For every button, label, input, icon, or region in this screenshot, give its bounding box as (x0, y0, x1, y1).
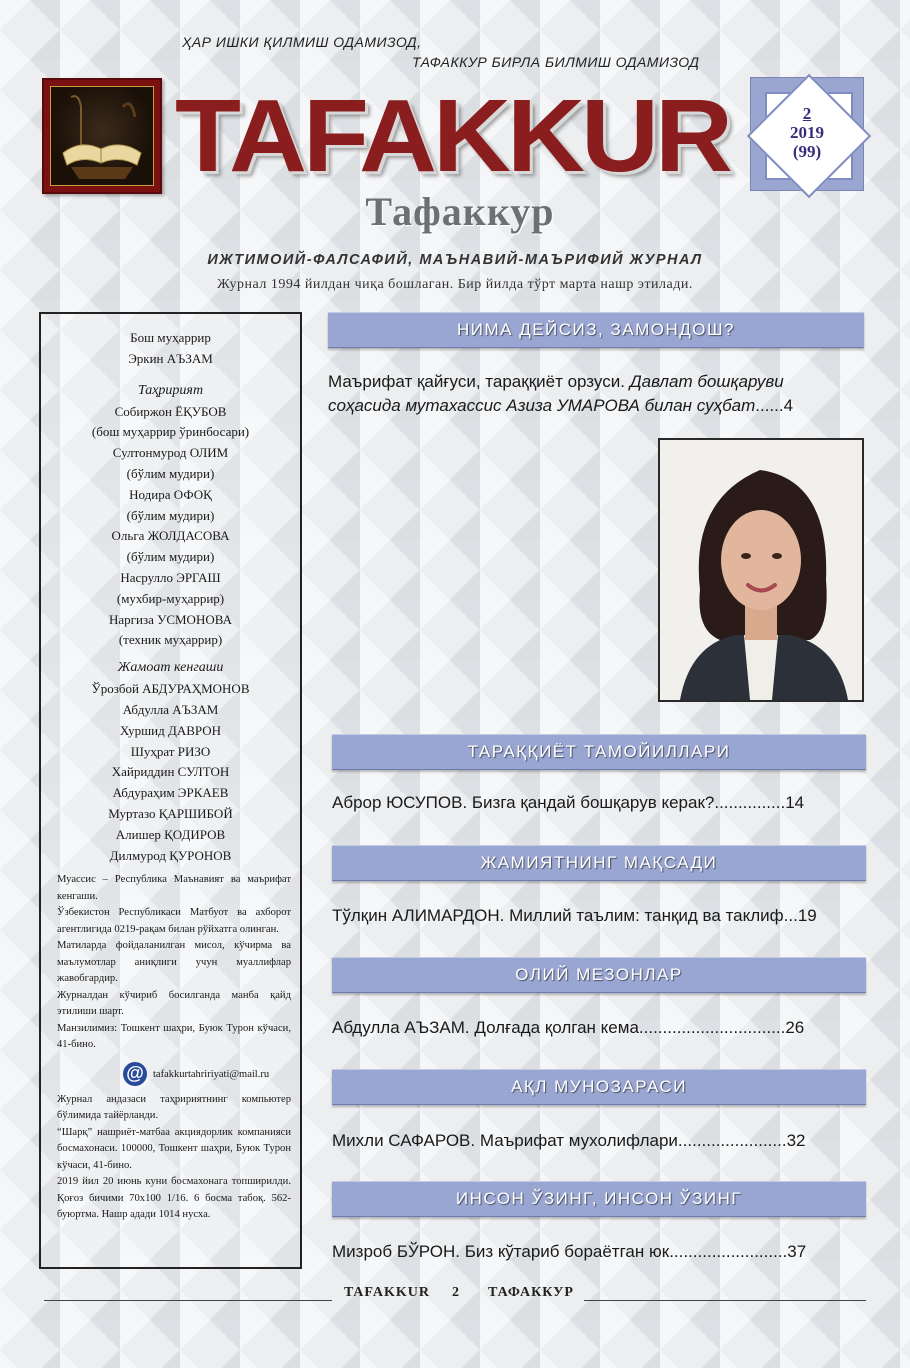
staff-role: (бўлим мудири) (126, 549, 215, 565)
email-line (41, 1060, 300, 1090)
footer-title-latin: TAFAKKUR (344, 1285, 431, 1300)
info-paragraph: Журнал андазаси таҳририятнинг компьютер бўлимида тайёрланди. (57, 1093, 291, 1122)
info-paragraph: 2019 йил 20 июнь куни босмахонага топширилди. Қоғоз бичими 70х100 1/16. 6 босма табоқ. 562-буюртма. Нашр адади 1014 нусха. (57, 1176, 291, 1221)
info-paragraph: “Шарқ” нашриёт-матбаа акциядорлик компанияси босмахонаси. 100000, Тошкент шаҳри, Буюк Турон кўчаси, 41-бино. (57, 1126, 291, 1171)
toc-entry-line (332, 904, 817, 928)
masthead-cyrillic: Тафаккур (365, 189, 555, 234)
toc-dots: ...... (755, 396, 784, 415)
toc-page: 4 (783, 396, 794, 415)
staff-role: (бош муҳаррир ўринбосари) (91, 424, 250, 440)
toc-entry-line (332, 791, 804, 815)
section-banner: НИМА ДЕЙСИЗ, ЗАМОНДОШ? (328, 312, 864, 348)
section-banner: АҚЛ МУНОЗАРАСИ (332, 1069, 866, 1105)
staff-role: (бўлим мудири) (126, 465, 215, 481)
staff-role: (мухбир-муҳаррир) (116, 590, 225, 606)
toc-page: 19 (797, 906, 817, 925)
staff-name: Собиржон ЁҚУБОВ (114, 403, 227, 419)
staff-role: (бўлим мудири) (126, 507, 215, 523)
issue-year: 2019 (790, 123, 824, 142)
issue-badge (750, 77, 864, 191)
issue-number: 2 (802, 104, 812, 123)
staff-role: (техник муҳаррир) (118, 632, 223, 648)
council-member: Дилмурод ҚУРОНОВ (109, 847, 232, 863)
motto-line-2: ТАФАККУР БИРЛА БИЛМИШ ОДАМИЗОД (412, 54, 700, 70)
portrait-photo (658, 438, 864, 702)
toc-entry-line (332, 1016, 804, 1040)
section-banner: ЖАМИЯТНИНГ МАҚСАДИ (332, 845, 866, 881)
info-paragraph: Ўзбекистон Республикаси Матбуот ва ахборот агентлигида 0219-рақам билан рўйхатга олинган. (57, 907, 291, 935)
motto-line-1: ҲАР ИШКИ ҚИЛМИШ ОДАМИЗОД, (182, 34, 422, 50)
council-member: Хайриддин СУЛТОН (111, 764, 230, 780)
toc-entry-line (332, 1129, 805, 1153)
toc-title: Тўлқин АЛИМАРДОН. Миллий таълим: танқид ва таклиф (332, 906, 784, 925)
staff-name: Ольга ЖОЛДАСОВА (111, 528, 230, 544)
staff-name: Султонмурод ОЛИМ (112, 445, 229, 461)
toc-italic: соҳасида мутахассис Азиза УМАРОВА билан суҳбат (328, 396, 756, 415)
council-member: Муртазо ҚАРШИБОЙ (108, 805, 233, 821)
council-member: Абдулла АЪЗАМ (122, 701, 219, 717)
toc-entry-line (332, 1240, 806, 1264)
council-member: Ўрозбой АБДУРАҲМОНОВ (91, 681, 250, 697)
toc-title: Михли САФАРОВ. Маърифат мухолифлари (332, 1131, 678, 1150)
footer-page-number: 2 (452, 1285, 460, 1300)
chief-editor-name: Эркин АЪЗАМ (128, 350, 213, 366)
info-paragraph: Манзилимиз: Тошкент шаҳри, Буюк Турон кўчаси, 41-бино. (57, 1022, 291, 1051)
footer-rule-left (44, 1300, 332, 1301)
council-member: Абдураҳим ЭРКАЕВ (112, 785, 229, 801)
toc-title: Абдулла АЪЗАМ. Долғада қолган кема (332, 1018, 639, 1037)
toc-italic: Давлат бошқаруви (629, 372, 784, 391)
person-portrait-icon (660, 440, 862, 700)
email-at-icon: @ (123, 1062, 147, 1086)
toc-entry-line (328, 370, 784, 394)
council-member: Хуршид ДАВРОН (119, 722, 222, 738)
toc-dots: ............... (714, 793, 786, 812)
section-banner: ТАРАҚҚИЁТ ТАМОЙИЛЛАРИ (332, 734, 866, 770)
journal-description: Журнал 1994 йилдан чиқа бошлаган. Бир йилда тўрт марта нашр этилади. (217, 277, 693, 292)
council-heading: Жамоат кенгаши (117, 660, 224, 676)
toc-page: 37 (787, 1242, 807, 1261)
staff-name: Насрулло ЭРГАШ (120, 569, 221, 585)
editorial-board-box (39, 312, 302, 1269)
staff-name: Нодира ОФОҚ (129, 486, 212, 502)
toc-page: 32 (786, 1131, 806, 1150)
section-banner: ИНСОН ЎЗИНГ, ИНСОН ЎЗИНГ (332, 1181, 866, 1217)
footer-title-cyrillic: ТАФАККУР (488, 1285, 574, 1300)
journal-subtitle: ИЖТИМОИЙ-ФАЛСАФИЙ, МАЪНАВИЙ-МАЪРИФИЙ ЖУРНАЛ (207, 252, 703, 268)
info-paragraph: Журналдан кўчириб босилганда манба қайд этилиши шарт. (57, 989, 291, 1018)
footer-rule-right (584, 1300, 866, 1301)
info-paragraph: Матиларда фойдаланилган мисол, кўчирма ва маълумотлар аниқлиги учун муаллифлар жавобгардир. (57, 940, 291, 985)
toc-dots: ... (783, 906, 798, 925)
chief-editor-title: Бош муҳаррир (130, 330, 211, 345)
toc-entry-line (328, 394, 793, 418)
toc-dots: ....................... (677, 1131, 787, 1150)
council-member: Шуҳрат РИЗО (130, 743, 211, 759)
email-link[interactable]: tafakkurtahririyati@mail.ru (153, 1068, 270, 1080)
toc-page: 14 (785, 793, 805, 812)
logo-image (42, 78, 162, 194)
issue-total: (99) (792, 142, 822, 161)
info-paragraph: Муассис – Республика Маънавият ва маърифат кенгаши. (57, 874, 291, 902)
masthead-title: TAFAKKUR (175, 78, 729, 193)
staff-name: Наргиза УСМОНОВА (109, 611, 232, 627)
open-book-icon (51, 87, 153, 185)
board-heading: Таҳририят (137, 382, 204, 398)
toc-dots: ............................... (638, 1018, 786, 1037)
toc-title: Аброр ЮСУПОВ. Бизга қандай бошқарув керак? (332, 793, 715, 812)
toc-dots: ......................... (669, 1242, 788, 1261)
toc-title: Маърифат қайғуси, тараққиёт орзуси. (328, 372, 625, 391)
toc-page: 26 (785, 1018, 805, 1037)
toc-title: Мизроб БЎРОН. Биз кўтариб бораётган юк (332, 1242, 670, 1261)
section-banner: ОЛИЙ МЕЗОНЛАР (332, 957, 866, 993)
council-member: Алишер ҚОДИРОВ (115, 826, 226, 842)
